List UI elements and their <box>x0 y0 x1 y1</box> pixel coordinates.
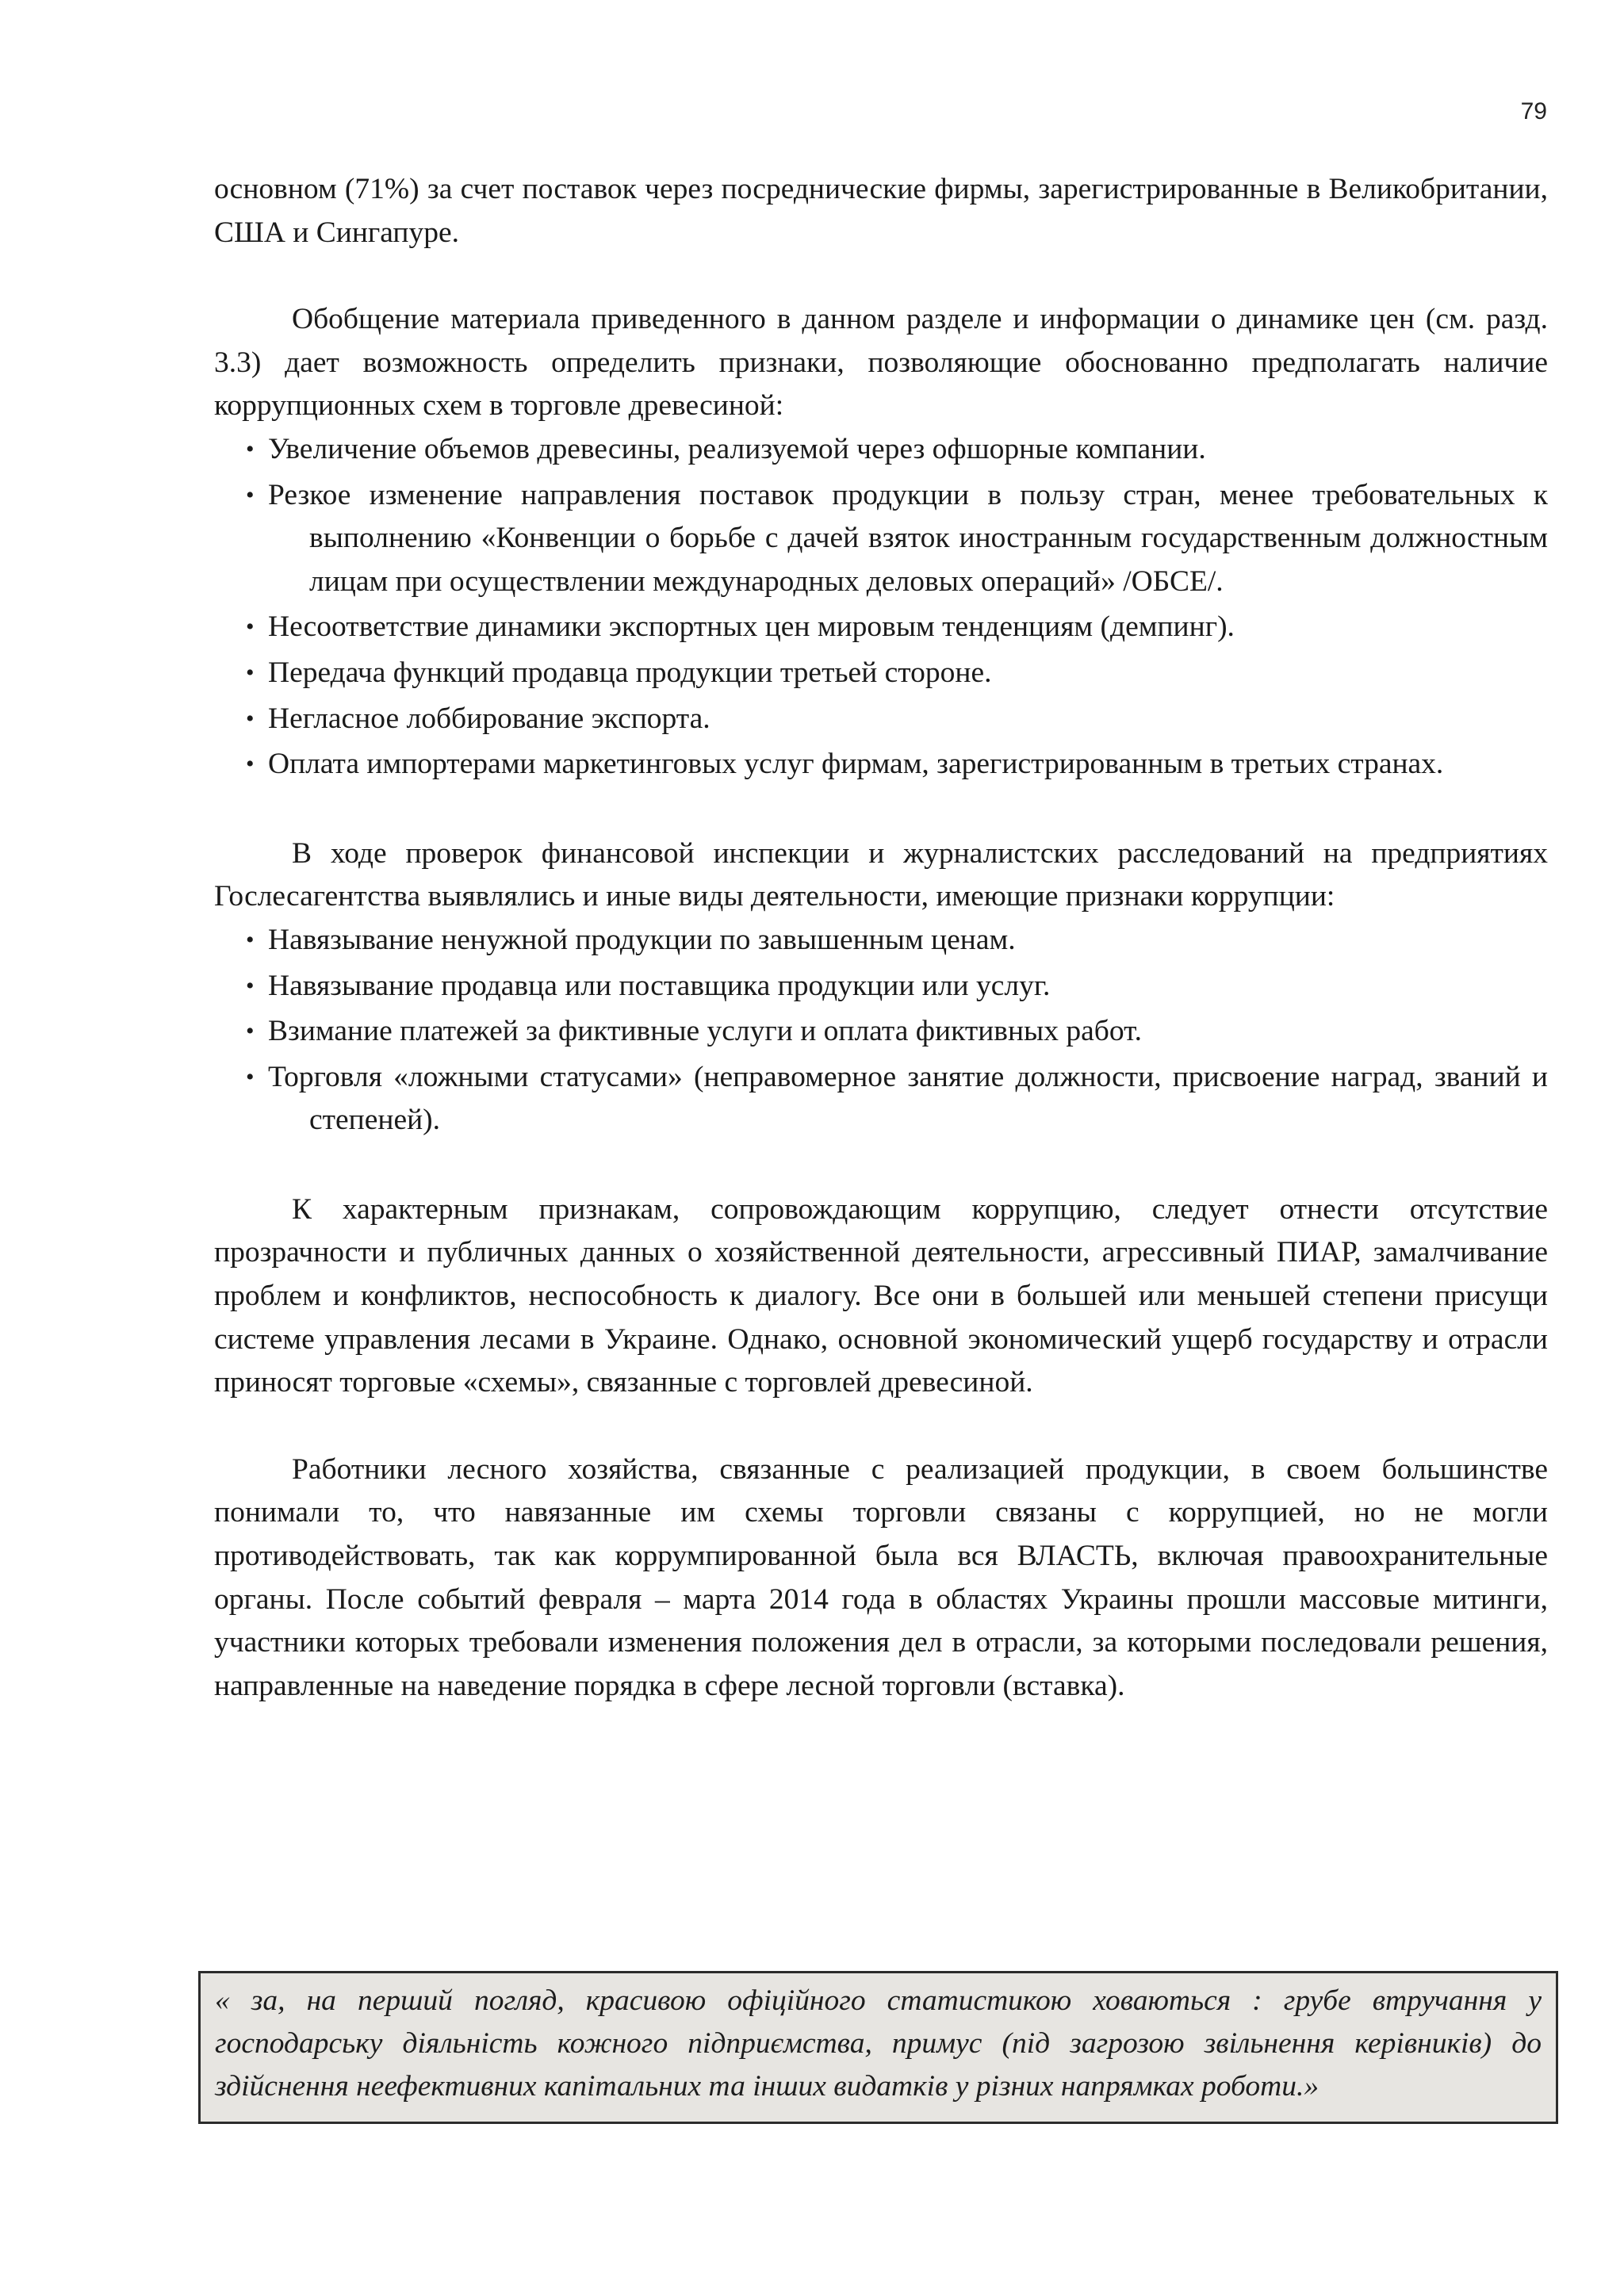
list-item <box>214 474 1548 604</box>
paragraph-intro: основном (71%) за счет поставок через посреднические фирмы, зарегистрированные в Великобритании, США и Сингапуре. <box>214 173 1548 249</box>
bullet-icon: • <box>246 972 255 999</box>
list-item-text: Навязывание ненужной продукции по завышенным ценам. <box>268 923 1016 956</box>
bullet-icon: • <box>246 705 255 732</box>
corruption-signs-list <box>214 428 1548 786</box>
list-item-text: Торговля «ложными статусами» (неправомерное занятие должности, присвоение наград, званий и степеней). <box>268 1060 1548 1137</box>
paragraph-inspections: В ходе проверок финансовой инспекции и журналистских расследований на предприятиях Гослесагентства выявлялись и иные виды деятельности, имеющие признаки коррупции: <box>214 836 1548 913</box>
list-item-text: Взимание платежей за фиктивные услуги и оплата фиктивных работ. <box>268 1015 1143 1048</box>
list-item-text: Навязывание продавца или поставщика продукции или услуг. <box>268 969 1051 1002</box>
list-item <box>214 652 1548 695</box>
list-item <box>214 428 1548 472</box>
list-item <box>214 1056 1548 1142</box>
list-item-text: Резкое изменение направления поставок продукции в пользу стран, менее требовательных к выполнению «Конвенции о борьбе с дачей взяток иностранным государственным должностным лицам при осуществлении международных деловых операций» /ОБСЕ/. <box>268 478 1548 598</box>
list-item <box>214 606 1548 649</box>
list-item-text: Увеличение объемов древесины, реализуемой через офшорные компании. <box>268 432 1206 465</box>
list-item-text: Негласное лоббирование экспорта. <box>268 702 710 735</box>
bullet-icon: • <box>246 435 255 462</box>
bullet-icon: • <box>246 1018 255 1045</box>
bullet-icon: • <box>246 614 255 641</box>
paragraph-gap <box>214 1405 1548 1448</box>
quote-insert-box <box>198 1971 1558 2124</box>
paragraph-gap <box>214 254 1548 298</box>
paragraph-summary: Обобщение материала приведенного в данном разделе и информации о динамике цен (см. разд. 3.3) дает возможность определить признаки, позволяющие обоснованно предполагать наличие коррупционных схем в торговле древесиной: <box>214 303 1548 423</box>
list-item <box>214 919 1548 962</box>
corruption-activities-list <box>214 919 1548 1142</box>
list-item-text: Несоответствие динамики экспортных цен мировым тенденциям (демпинг). <box>268 610 1235 644</box>
list-item <box>214 698 1548 741</box>
bullet-icon: • <box>246 926 255 953</box>
bullet-icon: • <box>246 1063 255 1090</box>
list-item <box>214 965 1548 1008</box>
bullet-icon: • <box>246 659 255 686</box>
list-item-text: Передача функций продавца продукции третьей стороне. <box>268 656 992 689</box>
paragraph-gap <box>214 789 1548 832</box>
page-number: 79 <box>1520 98 1547 124</box>
paragraph-workers: Работники лесного хозяйства, связанные с реализацией продукции, в своем большинстве понимали то, что навязанные им схемы торговли связаны с коррупцией, но не могли противодействовать, так как коррумпированной была вся ВЛАСТЬ, включая правоохранительные органы. После событий февраля – марта 2014 года в областях Украины прошли массовые митинги, участники которых требовали изменения положения дел в отрасли, за которыми последовали решения, направленные на наведение порядка в сфере лесной торговли (вставка). <box>214 1452 1548 1702</box>
paragraph-gap <box>214 1145 1548 1188</box>
bullet-icon: • <box>246 751 255 778</box>
quote-text: « за, на перший погляд, красивою офіційного статистикою ховаються : грубе втручання у господарську діяльність кожного підприємства, примус (під загрозою звільнення керівників) до здійснення неефективних капітальних та інших видатків у різних напрямках роботи.» <box>215 1984 1542 2103</box>
list-item <box>214 1010 1548 1054</box>
list-item <box>214 743 1548 786</box>
paragraph-features: К характерным признакам, сопровождающим коррупцию, следует отнести отсутствие прозрачности и публичных данных о хозяйственной деятельности, агрессивный ПИАР, замалчивание проблем и конфликтов, неспособность к диалогу. Все они в большей или меньшей степени присущи системе управления лесами в Украине. Однако, основной экономический ущерб государству и отрасли приносят торговые «схемы», связанные с торговлей древесиной. <box>214 1192 1548 1399</box>
bullet-icon: • <box>246 481 255 508</box>
document-body <box>214 168 1548 1708</box>
list-item-text: Оплата импортерами маркетинговых услуг фирмам, зарегистрированным в третьих странах. <box>268 748 1444 781</box>
